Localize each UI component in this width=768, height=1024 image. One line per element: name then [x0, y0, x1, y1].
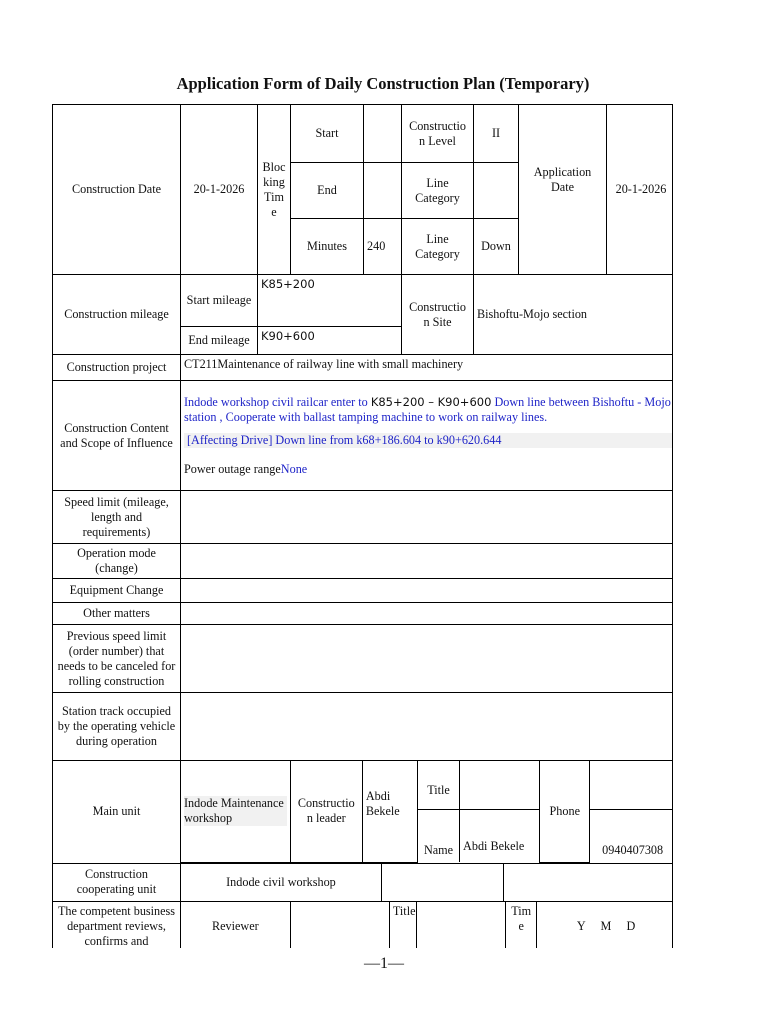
cooperating-unit-value[interactable]: Indode civil workshop	[181, 864, 381, 901]
speed-limit-value[interactable]	[181, 491, 674, 544]
reviewer-label: Reviewer	[181, 902, 290, 948]
power-outage-value: None	[280, 461, 308, 476]
construction-date-value[interactable]: 20-1-2026	[181, 105, 258, 275]
end-mileage-value[interactable]: K90+600	[258, 327, 402, 355]
competent-dept-details	[181, 901, 674, 948]
main-unit-details	[181, 761, 674, 864]
phone-label: Phone	[540, 761, 590, 862]
construction-date-label: Construction Date	[53, 105, 181, 275]
other-matters-value[interactable]	[181, 603, 674, 625]
construction-site-label: Constructio n Site	[402, 275, 474, 355]
line-category-label-2: Line Category	[402, 219, 474, 275]
line-category-value-1[interactable]	[474, 163, 519, 219]
end-time-value[interactable]	[364, 163, 402, 219]
cooperating-unit-details	[181, 863, 674, 901]
form-table	[52, 104, 673, 948]
start-mileage-label: Start mileage	[181, 275, 258, 327]
operation-mode-value[interactable]	[181, 544, 674, 579]
date-ymd[interactable]: Y M D	[537, 902, 673, 948]
affecting-drive-text: [Affecting Drive] Down line from k68+186.604 to k90+620.644	[184, 433, 672, 448]
time-label: Tim e	[506, 902, 537, 948]
construction-content-value[interactable]	[181, 381, 674, 491]
cooperating-extra-1[interactable]	[381, 864, 503, 901]
name-label: Name	[417, 809, 459, 862]
content-text-part-2: Down line between Bishoftu - Mojo station , Cooperate with ballast tamping machine to work on railway lines.	[184, 394, 671, 424]
speed-limit-label: Speed limit (mileage, length and requirements)	[53, 491, 181, 544]
previous-speed-limit-label: Previous speed limit (order number) that needs to be canceled for rolling construction	[53, 625, 181, 693]
application-date-label: Application Date	[519, 105, 607, 275]
start-mileage-value[interactable]: K85+200	[258, 275, 402, 327]
content-main-paragraph	[184, 395, 672, 425]
operation-mode-label: Operation mode (change)	[53, 544, 181, 579]
line-category-value-2[interactable]: Down	[474, 219, 519, 275]
phone-value[interactable]: 0940407308	[590, 809, 673, 862]
power-outage-label: Power outage range	[184, 461, 281, 476]
blocking-time-label: Bloc king Tim e	[258, 105, 291, 275]
main-unit-value: Indode Maintenance workshop	[184, 796, 287, 826]
construction-content-label: Construction Content and Scope of Influence	[53, 381, 181, 491]
station-track-value[interactable]	[181, 693, 674, 761]
main-unit-label: Main unit	[53, 761, 181, 864]
start-time-label: Start	[291, 105, 364, 163]
page-number: —1—	[364, 955, 404, 972]
start-time-value[interactable]	[364, 105, 402, 163]
line-category-label-1: Line Category	[402, 163, 474, 219]
reviewer-title-label: Title	[389, 902, 416, 948]
construction-project-value[interactable]: CT211Maintenance of railway line with small machinery	[181, 355, 674, 381]
main-unit-subtable	[181, 761, 673, 863]
construction-plan-form	[52, 104, 673, 948]
main-unit-value-cell[interactable]	[181, 761, 290, 862]
title-value[interactable]	[460, 761, 540, 809]
reviewer-value[interactable]	[290, 902, 389, 948]
construction-leader-label: Constructio n leader	[290, 761, 362, 862]
power-outage-line	[184, 462, 672, 477]
competent-subtable	[181, 902, 673, 948]
cooperating-extra-2[interactable]	[504, 864, 673, 901]
title-label: Title	[417, 761, 459, 809]
previous-speed-limit-value[interactable]	[181, 625, 674, 693]
equipment-change-label: Equipment Change	[53, 579, 181, 603]
application-date-value[interactable]: 20-1-2026	[607, 105, 674, 275]
end-mileage-label: End mileage	[181, 327, 258, 355]
construction-project-label: Construction project	[53, 355, 181, 381]
minutes-value[interactable]: 240	[364, 219, 402, 275]
cooperating-subtable	[181, 864, 673, 901]
form-title: Application Form of Daily Construction Plan (Temporary)	[176, 74, 590, 93]
minutes-label: Minutes	[291, 219, 364, 275]
equipment-change-value[interactable]	[181, 579, 674, 603]
phone-top-cell[interactable]	[590, 761, 673, 809]
end-time-label: End	[291, 163, 364, 219]
construction-mileage-label: Construction mileage	[53, 275, 181, 355]
cooperating-unit-label: Construction cooperating unit	[53, 863, 181, 901]
construction-site-value[interactable]: Bishoftu-Mojo section	[474, 275, 674, 355]
construction-level-label: Constructio n Level	[402, 105, 474, 163]
content-text-part-1: Indode workshop civil railcar enter to	[184, 394, 371, 409]
competent-dept-label: The competent business department reviews, confirms and	[53, 901, 181, 948]
construction-level-value[interactable]: II	[474, 105, 519, 163]
other-matters-label: Other matters	[53, 603, 181, 625]
name-value[interactable]: Abdi Bekele	[460, 809, 540, 862]
construction-leader-value[interactable]: Abdi Bekele	[362, 761, 417, 862]
station-track-label: Station track occupied by the operating vehicle during operation	[53, 693, 181, 761]
content-mileage-range: K85+200 – K90+600	[370, 394, 492, 409]
reviewer-title-value[interactable]	[416, 902, 505, 948]
